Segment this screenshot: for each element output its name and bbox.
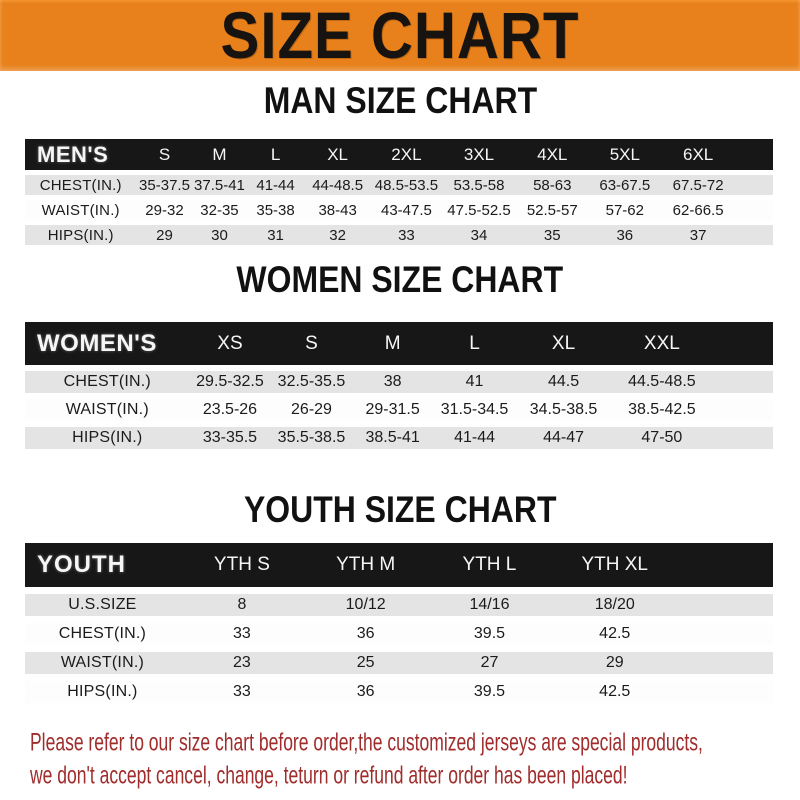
row-spacer xyxy=(713,399,773,421)
row-spacer xyxy=(678,652,773,674)
size-cell: 8 xyxy=(180,594,304,616)
youth-section-heading-text: YOUTH SIZE CHART xyxy=(243,489,557,531)
size-cell: 42.5 xyxy=(552,623,678,645)
size-cell: 44-47 xyxy=(516,427,610,449)
size-cell: 33 xyxy=(371,225,443,245)
size-cell: 37 xyxy=(661,225,736,245)
size-cell: 32.5-35.5 xyxy=(270,371,352,393)
row-label: HIPS(IN.) xyxy=(25,681,180,703)
size-column-header: XS xyxy=(190,322,271,365)
size-cell: 35.5-38.5 xyxy=(270,427,352,449)
size-cell: 41-44 xyxy=(246,175,304,195)
size-cell: 30 xyxy=(193,225,247,245)
table-row xyxy=(25,200,773,220)
size-column-header: 2XL xyxy=(371,139,443,170)
row-label: CHEST(IN.) xyxy=(25,175,136,195)
row-spacer xyxy=(736,200,773,220)
size-cell: 67.5-72 xyxy=(661,175,736,195)
size-cell: 57-62 xyxy=(589,200,661,220)
size-column-header: S xyxy=(136,139,192,170)
size-cell: 31.5-34.5 xyxy=(433,399,517,421)
row-label: WAIST(IN.) xyxy=(25,652,180,674)
size-cell: 47.5-52.5 xyxy=(442,200,515,220)
size-cell: 31 xyxy=(246,225,304,245)
size-cell: 38.5-41 xyxy=(353,427,433,449)
size-cell: 32-35 xyxy=(193,200,247,220)
table-row xyxy=(25,175,773,195)
size-cell: 33 xyxy=(180,623,304,645)
size-cell: 37.5-41 xyxy=(194,176,245,194)
size-column-header: M xyxy=(353,322,433,365)
size-cell: 47-50 xyxy=(611,427,713,449)
size-cell: 58-63 xyxy=(516,175,589,195)
row-label: HIPS(IN.) xyxy=(25,427,190,449)
women-section-heading xyxy=(0,261,800,300)
size-cell: 44.5 xyxy=(516,371,610,393)
size-cell: 39.5 xyxy=(427,681,551,703)
size-cell: 14/16 xyxy=(427,594,551,616)
row-spacer xyxy=(678,623,773,645)
header-spacer xyxy=(678,543,773,587)
header-spacer xyxy=(713,322,773,365)
size-cell: 35 xyxy=(516,225,589,245)
size-cell: 29-31.5 xyxy=(353,399,433,421)
row-label: CHEST(IN.) xyxy=(25,623,180,645)
footer-note xyxy=(30,726,800,792)
youth-section-heading xyxy=(0,491,800,530)
size-cell: 29 xyxy=(552,652,678,674)
women-section-heading-text: WOMEN SIZE CHART xyxy=(236,259,564,301)
row-spacer xyxy=(678,681,773,703)
size-cell: 39.5 xyxy=(427,623,551,645)
size-cell: 33-35.5 xyxy=(190,427,271,449)
banner xyxy=(0,0,800,71)
size-column-header: 5XL xyxy=(589,139,661,170)
table-row xyxy=(25,399,773,421)
women-table-header-label: WOMEN'S xyxy=(25,322,190,365)
size-column-header: L xyxy=(246,139,304,170)
size-column-header: YTH XL xyxy=(552,543,678,587)
size-cell: 42.5 xyxy=(552,681,678,703)
size-cell: 27 xyxy=(427,652,551,674)
size-cell: 29.5-32.5 xyxy=(190,371,271,393)
footer-line-2: we don't accept cancel, change, teturn or refund after order has been placed! xyxy=(30,761,628,790)
size-cell: 41 xyxy=(433,371,517,393)
size-column-header: M xyxy=(193,139,247,170)
footer-line-1: Please refer to our size chart before order,the customized jerseys are special products, xyxy=(30,728,703,757)
row-label: HIPS(IN.) xyxy=(25,225,136,245)
size-cell: 33 xyxy=(180,681,304,703)
row-spacer xyxy=(736,225,773,245)
men-section-heading-text: MAN SIZE CHART xyxy=(263,80,537,122)
table-row xyxy=(25,652,773,674)
size-cell: 62-66.5 xyxy=(661,200,736,220)
size-column-header: L xyxy=(433,322,517,365)
table-row xyxy=(25,427,773,449)
size-cell: 10/12 xyxy=(304,594,427,616)
size-cell: 35-37.5 xyxy=(136,175,192,195)
women-table-header-row xyxy=(25,322,773,365)
women-size-table xyxy=(25,316,773,455)
size-cell: 48.5-53.5 xyxy=(371,175,443,195)
row-label: CHEST(IN.) xyxy=(25,371,190,393)
row-spacer xyxy=(713,371,773,393)
size-column-header: S xyxy=(270,322,352,365)
size-column-header: XXL xyxy=(611,322,713,365)
table-row xyxy=(25,225,773,245)
row-spacer xyxy=(678,594,773,616)
table-row xyxy=(25,623,773,645)
size-column-header: YTH L xyxy=(427,543,551,587)
size-cell: 44-48.5 xyxy=(305,175,371,195)
youth-size-table xyxy=(25,536,773,710)
men-table-header-row xyxy=(25,139,773,170)
size-cell: 44.5-48.5 xyxy=(611,371,713,393)
size-cell: 18/20 xyxy=(552,594,678,616)
size-cell: 23.5-26 xyxy=(190,399,271,421)
row-label: WAIST(IN.) xyxy=(25,200,136,220)
size-cell: 29 xyxy=(136,225,192,245)
size-column-header: XL xyxy=(516,322,610,365)
size-cell: 38-43 xyxy=(305,200,371,220)
size-cell: 43-47.5 xyxy=(371,200,443,220)
size-column-header: XL xyxy=(305,139,371,170)
size-cell: 34.5-38.5 xyxy=(516,399,610,421)
row-label: U.S.SIZE xyxy=(25,594,180,616)
size-cell: 41-44 xyxy=(433,427,517,449)
table-row xyxy=(25,681,773,703)
header-spacer xyxy=(736,139,773,170)
men-section-heading xyxy=(0,82,800,121)
men-size-table xyxy=(25,134,773,250)
size-cell: 36 xyxy=(304,623,427,645)
size-cell: 25 xyxy=(304,652,427,674)
men-table-header-label: MEN'S xyxy=(25,139,136,170)
size-cell: 34 xyxy=(442,225,515,245)
banner-title: SIZE CHART xyxy=(220,0,580,73)
row-spacer xyxy=(736,175,773,195)
size-cell: 32 xyxy=(305,225,371,245)
size-cell: 52.5-57 xyxy=(516,200,589,220)
row-spacer xyxy=(713,427,773,449)
size-cell: 36 xyxy=(304,681,427,703)
size-cell: 38.5-42.5 xyxy=(611,399,713,421)
size-column-header: 6XL xyxy=(661,139,736,170)
youth-table-header-row xyxy=(25,543,773,587)
table-row xyxy=(25,371,773,393)
table-row xyxy=(25,594,773,616)
size-cell: 35-38 xyxy=(246,200,304,220)
size-cell: 63-67.5 xyxy=(589,175,661,195)
size-cell: 29-32 xyxy=(136,200,192,220)
size-column-header: 3XL xyxy=(442,139,515,170)
row-label: WAIST(IN.) xyxy=(25,399,190,421)
size-column-header: YTH S xyxy=(180,543,304,587)
size-column-header: YTH M xyxy=(304,543,427,587)
size-column-header: 4XL xyxy=(516,139,589,170)
size-cell: 38 xyxy=(353,371,433,393)
size-cell: 36 xyxy=(589,225,661,245)
size-cell: 23 xyxy=(180,652,304,674)
youth-table-header-label: YOUTH xyxy=(25,543,180,587)
size-cell: 26-29 xyxy=(270,399,352,421)
size-cell: 53.5-58 xyxy=(442,175,515,195)
